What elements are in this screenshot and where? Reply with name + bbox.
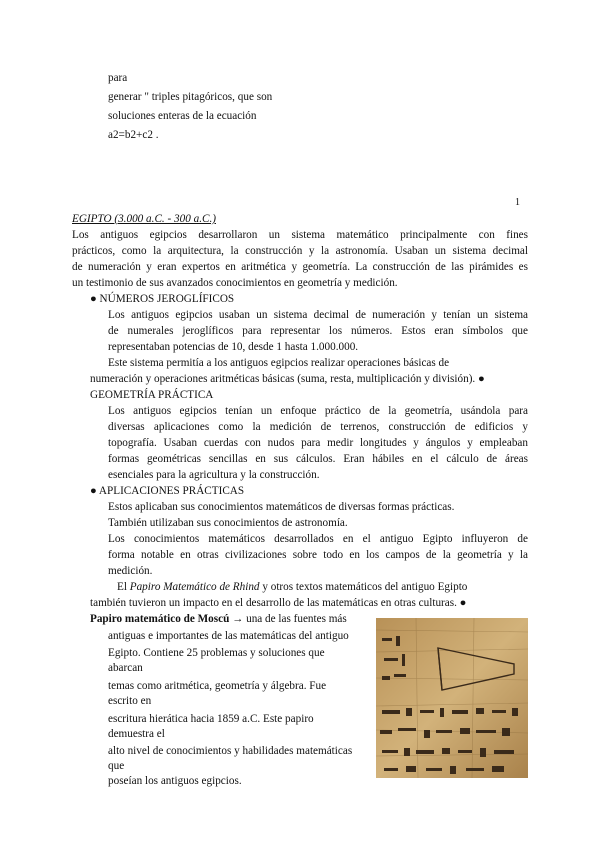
moscu-line-1: antiguas e importantes de las matemáticas del antiguo — [108, 630, 349, 642]
geometria-line-4: formas geométricas sencillas en sus cálculos. Eran hábiles en el cálculo de áreas — [108, 453, 528, 465]
section-title: EGIPTO (3.000 a.C. - 300 a.C.) — [72, 213, 216, 225]
numeros-line-5: numeración y operaciones aritméticas básicas (suma, resta, multiplicación y división). ● — [90, 373, 485, 385]
intro-line-2: prácticos, como la arquitectura, la construcción y la astronomía. Usaban un sistema decimal — [72, 245, 528, 257]
intro-line-1: Los antiguos egipcios desarrollaron un sistema matemático principalmente con fines — [72, 229, 528, 241]
intro-line-4: un testimonio de sus avanzados conocimientos en geometría y medición. — [72, 277, 398, 289]
moscu-arrow-text: → una de las fuentes más — [229, 613, 347, 625]
fragment-line-3: soluciones enteras de la ecuación — [108, 110, 257, 122]
aplicaciones-line-4: forma notable en otras civilizaciones sobre todo en los campos de la geometría y la — [108, 549, 528, 561]
rhind-title: Papiro Matemático de Rhind — [129, 581, 260, 593]
moscu-line-9: que — [108, 760, 125, 772]
numeros-line-4: Este sistema permitía a los antiguos egipcios realizar operaciones básicas de — [108, 357, 450, 369]
aplicaciones-line-5: medición. — [108, 565, 153, 577]
intro-line-3: de numeración y eran expertos en aritmética y geometría. La construcción de las pirámides es — [72, 261, 528, 273]
fragment-line-2: generar " triples pitagóricos, que son — [108, 91, 273, 103]
aplicaciones-line-3: Los conocimientos matemáticos desarrollados en el antiguo Egipto influyeron de — [108, 533, 528, 545]
moscu-line-2: Egipto. Contiene 25 problemas y soluciones que — [108, 647, 325, 659]
numeros-heading: ● NÚMEROS JEROGLÍFICOS — [90, 293, 235, 305]
moscu-line-5: escrito en — [108, 695, 152, 707]
aplicaciones-line-2: También utilizaban sus conocimientos de astronomía. — [108, 517, 348, 529]
moscu-line-7: demuestra el — [108, 728, 165, 740]
numeros-line-3: representaban potencias de 10, desde 1 hasta 1.000.000. — [108, 341, 359, 353]
numeros-line-1: Los antiguos egipcios usaban un sistema decimal de numeración y tenían un sistema — [108, 309, 528, 321]
rhind-pre: El — [117, 581, 130, 593]
fragment-line-1: para — [108, 72, 128, 84]
geometria-line-1: Los antiguos egipcios tenían un enfoque práctico de la geometría, usándola para — [108, 405, 528, 417]
rhind-line — [117, 579, 467, 595]
numeros-line-2: de numerales jeroglíficos para representar los números. Estos eran símbolos que — [108, 325, 528, 337]
moscu-line-8: alto nivel de conocimientos y habilidades matemáticas — [108, 745, 353, 757]
moscu-title: Papiro matemático de Moscú — [90, 613, 230, 625]
papyrus-image — [376, 618, 528, 778]
moscu-title-line — [90, 611, 347, 627]
moscu-line-10: poseían los antiguos egipcios. — [108, 775, 242, 787]
geometria-line-3: topografía. Usaban cuerdas con nudos para medir longitudes y ángulos y empleaban — [108, 437, 528, 449]
moscu-line-6: escritura hierática hacia 1859 a.C. Este papiro — [108, 713, 314, 725]
geometria-line-2: diversas aplicaciones como la medición de terrenos, construcción de edificios y — [108, 421, 528, 433]
geometria-heading: GEOMETRÍA PRÁCTICA — [90, 389, 214, 401]
fragment-line-4: a2=b2+c2 . — [108, 129, 159, 141]
aplicaciones-line-1: Estos aplicaban sus conocimientos matemáticos de diversas formas prácticas. — [108, 501, 455, 513]
papyrus-svg — [376, 618, 528, 778]
aplicaciones-line-7: también tuvieron un impacto en el desarrollo de las matemáticas en otras culturas. ● — [90, 597, 467, 609]
aplicaciones-heading: ● APLICACIONES PRÁCTICAS — [90, 485, 245, 497]
page-number: 1 — [515, 197, 520, 208]
moscu-line-4: temas como aritmética, geometría y álgebra. Fue — [108, 680, 327, 692]
geometria-line-5: esenciales para la agricultura y la construcción. — [108, 469, 320, 481]
rhind-post: y otros textos matemáticos del antiguo Egipto — [259, 581, 468, 593]
moscu-line-3: abarcan — [108, 662, 143, 674]
